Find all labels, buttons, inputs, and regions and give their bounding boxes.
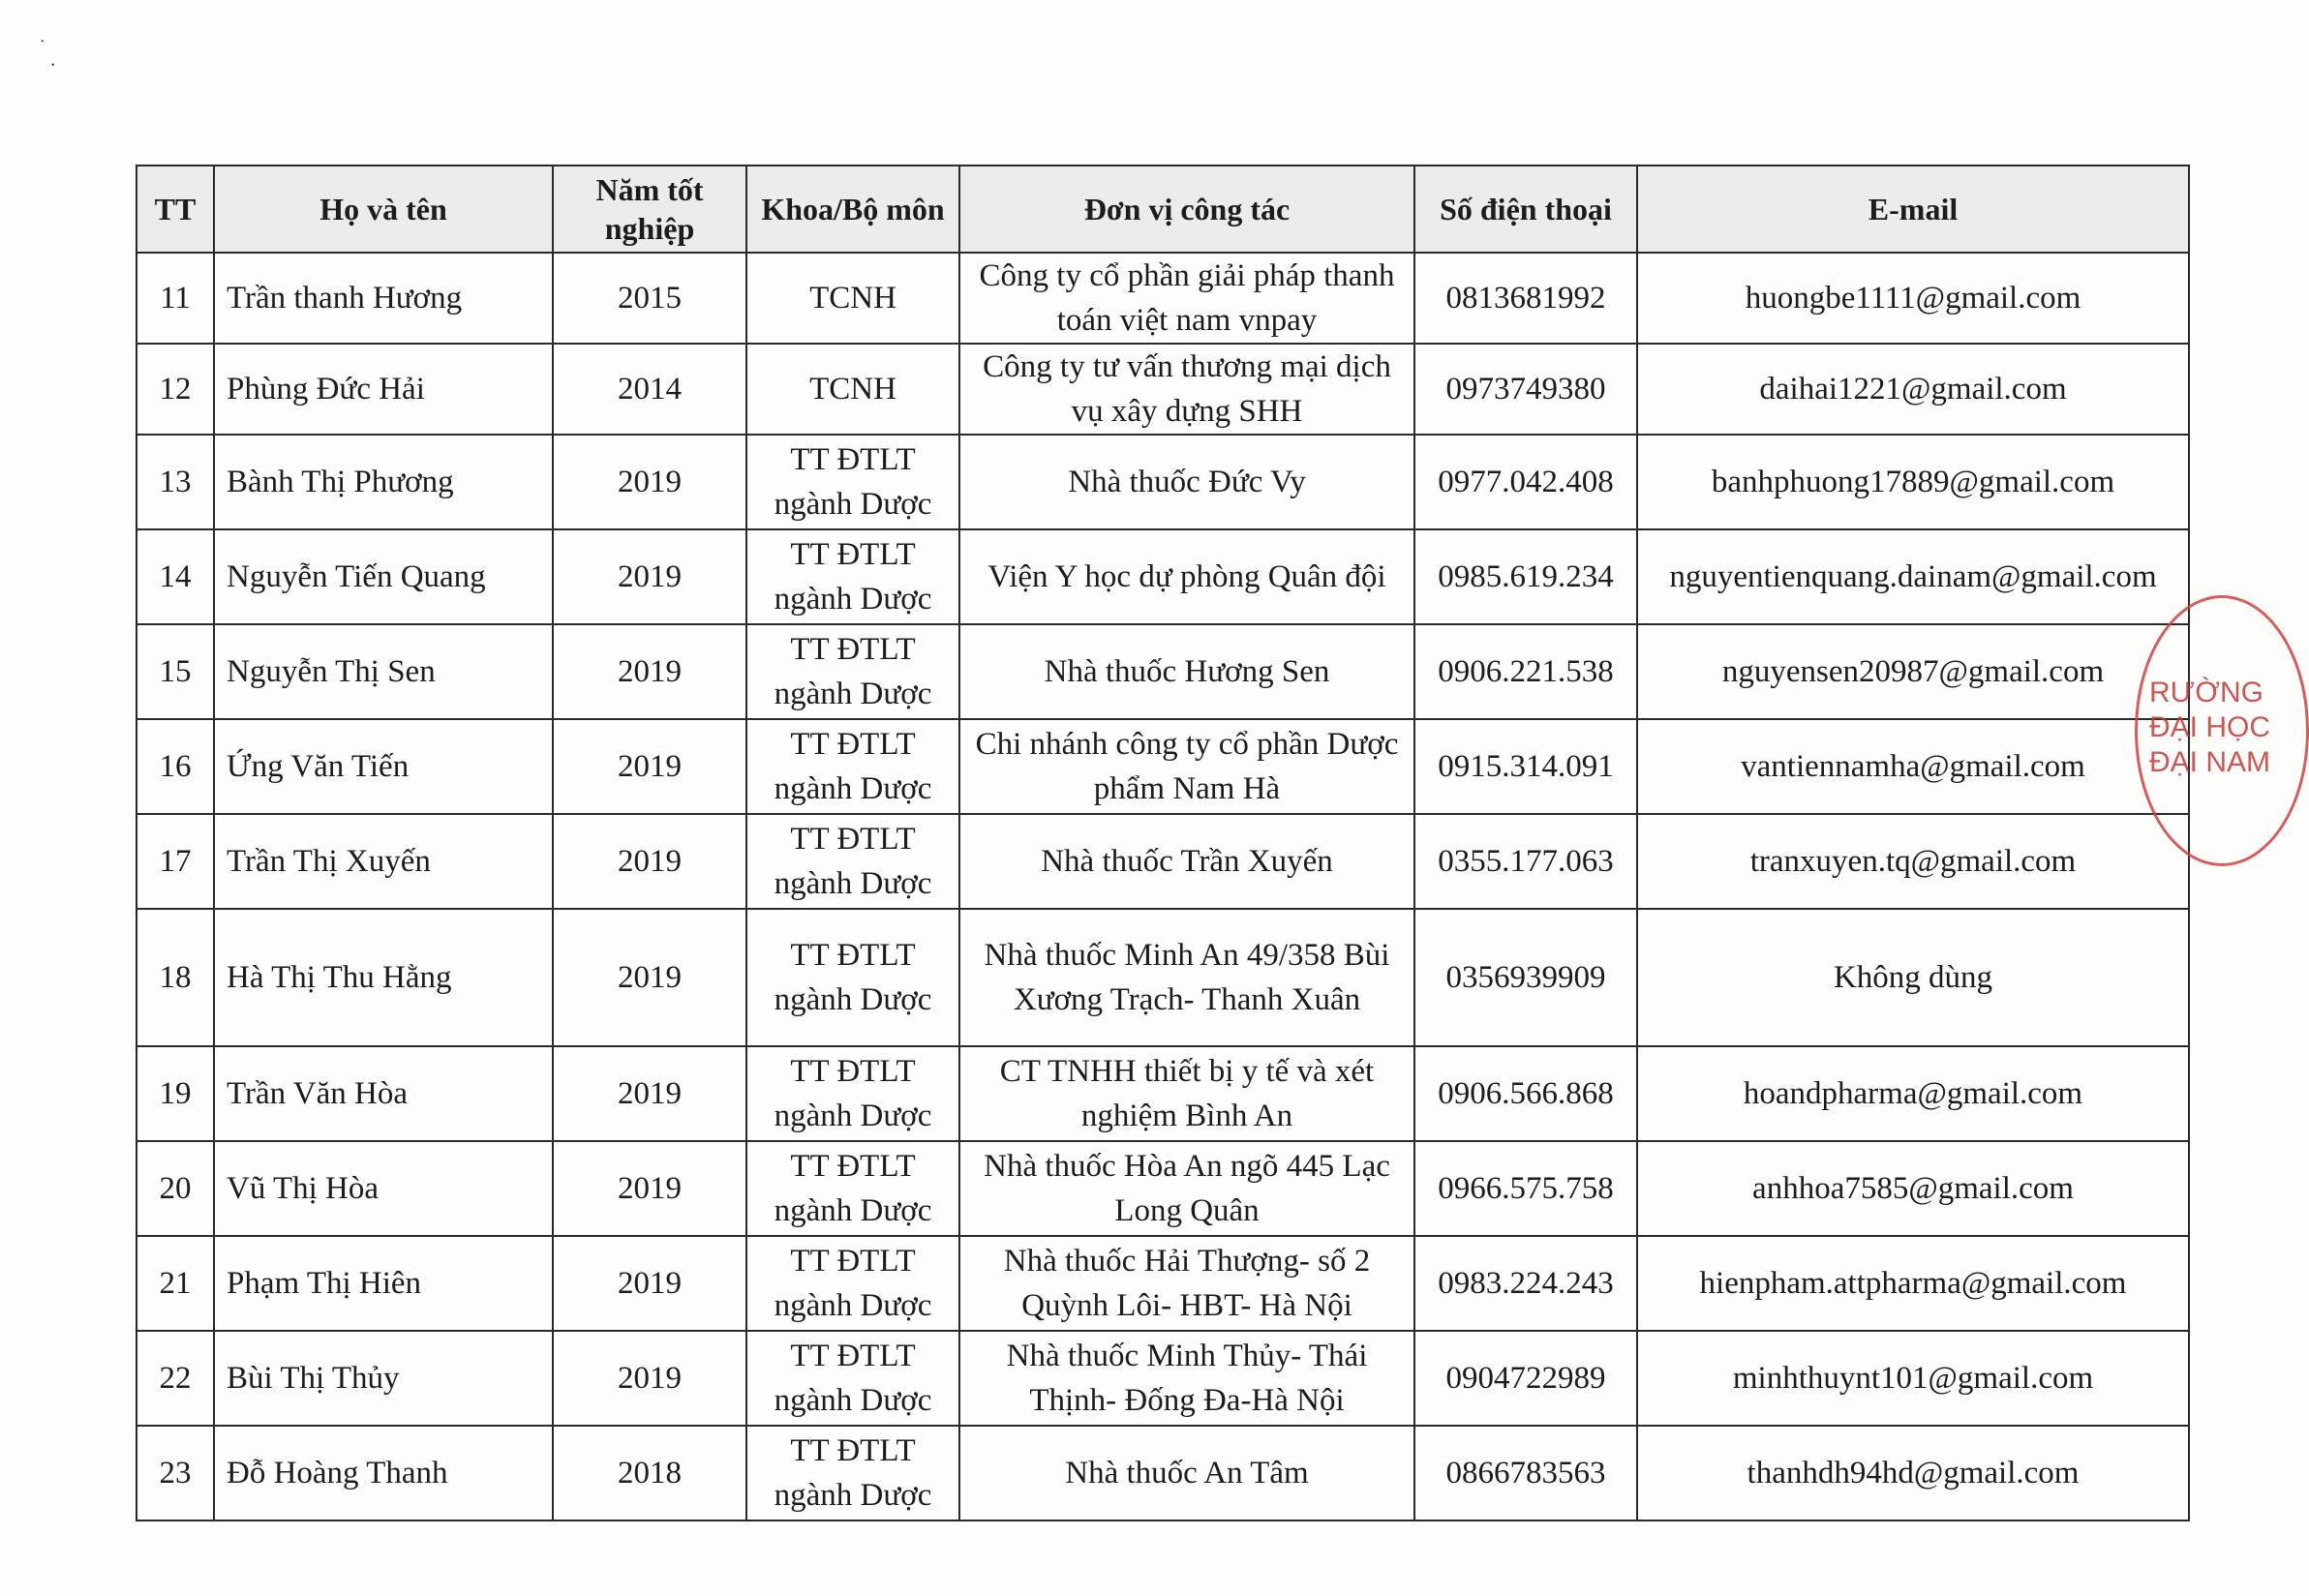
- cell-name: Bùi Thị Thủy: [214, 1331, 553, 1426]
- cell-dept: TT ĐTLT ngành Dược: [746, 1236, 959, 1331]
- cell-name: Đỗ Hoàng Thanh: [214, 1426, 553, 1521]
- cell-tt: 13: [137, 435, 214, 529]
- cell-grad-year: 2019: [553, 1331, 746, 1426]
- cell-phone: 0813681992: [1414, 253, 1637, 344]
- cell-dept: TT ĐTLT ngành Dược: [746, 1331, 959, 1426]
- table-header: [137, 166, 2189, 253]
- cell-dept: TT ĐTLT ngành Dược: [746, 529, 959, 624]
- cell-tt: 14: [137, 529, 214, 624]
- cell-phone: 0966.575.758: [1414, 1141, 1637, 1236]
- table-row: [137, 909, 2189, 1046]
- cell-tt: 17: [137, 814, 214, 909]
- cell-workplace: Công ty cổ phần giải pháp thanh toán việt nam vnpay: [959, 253, 1414, 344]
- cell-workplace: Nhà thuốc Hòa An ngõ 445 Lạc Long Quân: [959, 1141, 1414, 1236]
- cell-dept: TT ĐTLT ngành Dược: [746, 624, 959, 719]
- stamp-line: RƯỜNG: [2149, 677, 2264, 708]
- table-row: [137, 253, 2189, 344]
- cell-email: anhhoa7585@gmail.com: [1637, 1141, 2189, 1236]
- cell-grad-year: 2014: [553, 344, 746, 435]
- cell-grad-year: 2019: [553, 624, 746, 719]
- cell-name: Hà Thị Thu Hằng: [214, 909, 553, 1046]
- cell-tt: 11: [137, 253, 214, 344]
- cell-dept: TCNH: [746, 253, 959, 344]
- cell-email: hienpham.attpharma@gmail.com: [1637, 1236, 2189, 1331]
- table-row: [137, 1331, 2189, 1426]
- stamp-line: ĐẠI NAM: [2149, 746, 2271, 778]
- table-body: [137, 253, 2189, 1521]
- cell-name: Bành Thị Phương: [214, 435, 553, 529]
- cell-grad-year: 2019: [553, 435, 746, 529]
- cell-grad-year: 2019: [553, 909, 746, 1046]
- cell-dept: TT ĐTLT ngành Dược: [746, 435, 959, 529]
- cell-tt: 22: [137, 1331, 214, 1426]
- cell-workplace: Nhà thuốc Hương Sen: [959, 624, 1414, 719]
- cell-phone: 0355.177.063: [1414, 814, 1637, 909]
- stamp-line: ĐẠI HỌC: [2149, 711, 2271, 743]
- cell-workplace: Nhà thuốc Minh An 49/358 Bùi Xương Trạch- Thanh Xuân: [959, 909, 1414, 1046]
- cell-phone: 0915.314.091: [1414, 719, 1637, 814]
- cell-workplace: Nhà thuốc Minh Thủy- Thái Thịnh- Đống Đa-Hà Nội: [959, 1331, 1414, 1426]
- alumni-table: [136, 165, 2190, 1521]
- cell-tt: 15: [137, 624, 214, 719]
- cell-tt: 21: [137, 1236, 214, 1331]
- cell-tt: 18: [137, 909, 214, 1046]
- table-row: [137, 1141, 2189, 1236]
- cell-email: minhthuynt101@gmail.com: [1637, 1331, 2189, 1426]
- col-phone-header: Số điện thoại: [1414, 166, 1637, 253]
- table-row: [137, 1426, 2189, 1521]
- cell-email: hoandpharma@gmail.com: [1637, 1046, 2189, 1141]
- cell-phone: 0985.619.234: [1414, 529, 1637, 624]
- red-seal-stamp: [2135, 595, 2309, 866]
- cell-name: Phùng Đức Hải: [214, 344, 553, 435]
- cell-tt: 19: [137, 1046, 214, 1141]
- cell-email: nguyentienquang.dainam@gmail.com: [1637, 529, 2189, 624]
- col-email-header: E-mail: [1637, 166, 2189, 253]
- cell-workplace: Nhà thuốc Trần Xuyến: [959, 814, 1414, 909]
- table-row: [137, 435, 2189, 529]
- cell-workplace: Chi nhánh công ty cổ phần Dược phẩm Nam Hà: [959, 719, 1414, 814]
- table-row: [137, 1046, 2189, 1141]
- table-row: [137, 1236, 2189, 1331]
- cell-email: Không dùng: [1637, 909, 2189, 1046]
- cell-dept: TT ĐTLT ngành Dược: [746, 1046, 959, 1141]
- table-row: [137, 814, 2189, 909]
- table-row: [137, 344, 2189, 435]
- cell-phone: 0906.221.538: [1414, 624, 1637, 719]
- cell-tt: 12: [137, 344, 214, 435]
- cell-grad-year: 2019: [553, 719, 746, 814]
- cell-workplace: CT TNHH thiết bị y tế và xét nghiệm Bình An: [959, 1046, 1414, 1141]
- cell-name: Nguyễn Thị Sen: [214, 624, 553, 719]
- cell-dept: TT ĐTLT ngành Dược: [746, 1141, 959, 1236]
- cell-name: Trần Thị Xuyến: [214, 814, 553, 909]
- cell-grad-year: 2019: [553, 529, 746, 624]
- cell-email: thanhdh94hd@gmail.com: [1637, 1426, 2189, 1521]
- cell-phone: 0866783563: [1414, 1426, 1637, 1521]
- cell-name: Nguyễn Tiến Quang: [214, 529, 553, 624]
- cell-workplace: Nhà thuốc Đức Vy: [959, 435, 1414, 529]
- cell-name: Trần thanh Hương: [214, 253, 553, 344]
- cell-workplace: Nhà thuốc An Tâm: [959, 1426, 1414, 1521]
- cell-workplace: Công ty tư vấn thương mại dịch vụ xây dựng SHH: [959, 344, 1414, 435]
- cell-workplace: Viện Y học dự phòng Quân đội: [959, 529, 1414, 624]
- cell-email: vantiennamha@gmail.com: [1637, 719, 2189, 814]
- cell-grad-year: 2019: [553, 1141, 746, 1236]
- cell-tt: 23: [137, 1426, 214, 1521]
- table-row: [137, 719, 2189, 814]
- col-workplace-header: Đơn vị công tác: [959, 166, 1414, 253]
- cell-dept: TT ĐTLT ngành Dược: [746, 1426, 959, 1521]
- cell-grad-year: 2019: [553, 814, 746, 909]
- cell-email: tranxuyen.tq@gmail.com: [1637, 814, 2189, 909]
- cell-dept: TT ĐTLT ngành Dược: [746, 909, 959, 1046]
- col-name-header: Họ và tên: [214, 166, 553, 253]
- table-row: [137, 529, 2189, 624]
- cell-dept: TT ĐTLT ngành Dược: [746, 814, 959, 909]
- cell-email: daihai1221@gmail.com: [1637, 344, 2189, 435]
- cell-grad-year: 2015: [553, 253, 746, 344]
- col-dept-header: Khoa/Bộ môn: [746, 166, 959, 253]
- cell-tt: 20: [137, 1141, 214, 1236]
- cell-email: huongbe1111@gmail.com: [1637, 253, 2189, 344]
- cell-email: banhphuong17889@gmail.com: [1637, 435, 2189, 529]
- cell-phone: 0356939909: [1414, 909, 1637, 1046]
- cell-name: Phạm Thị Hiên: [214, 1236, 553, 1331]
- cell-phone: 0973749380: [1414, 344, 1637, 435]
- cell-phone: 0977.042.408: [1414, 435, 1637, 529]
- cell-name: Ứng Văn Tiến: [214, 719, 553, 814]
- col-tt-header: TT: [137, 166, 214, 253]
- cell-phone: 0983.224.243: [1414, 1236, 1637, 1331]
- cell-phone: 0906.566.868: [1414, 1046, 1637, 1141]
- cell-grad-year: 2018: [553, 1426, 746, 1521]
- cell-dept: TT ĐTLT ngành Dược: [746, 719, 959, 814]
- col-grad-year-header: Năm tốt nghiệp: [553, 166, 746, 253]
- cell-tt: 16: [137, 719, 214, 814]
- table-row: [137, 624, 2189, 719]
- cell-email: nguyensen20987@gmail.com: [1637, 624, 2189, 719]
- cell-name: Vũ Thị Hòa: [214, 1141, 553, 1236]
- cell-dept: TCNH: [746, 344, 959, 435]
- scan-specks: ˙ ·: [39, 35, 57, 76]
- cell-name: Trần Văn Hòa: [214, 1046, 553, 1141]
- cell-grad-year: 2019: [553, 1046, 746, 1141]
- cell-phone: 0904722989: [1414, 1331, 1637, 1426]
- cell-grad-year: 2019: [553, 1236, 746, 1331]
- cell-workplace: Nhà thuốc Hải Thượng- số 2 Quỳnh Lôi- HBT- Hà Nội: [959, 1236, 1414, 1331]
